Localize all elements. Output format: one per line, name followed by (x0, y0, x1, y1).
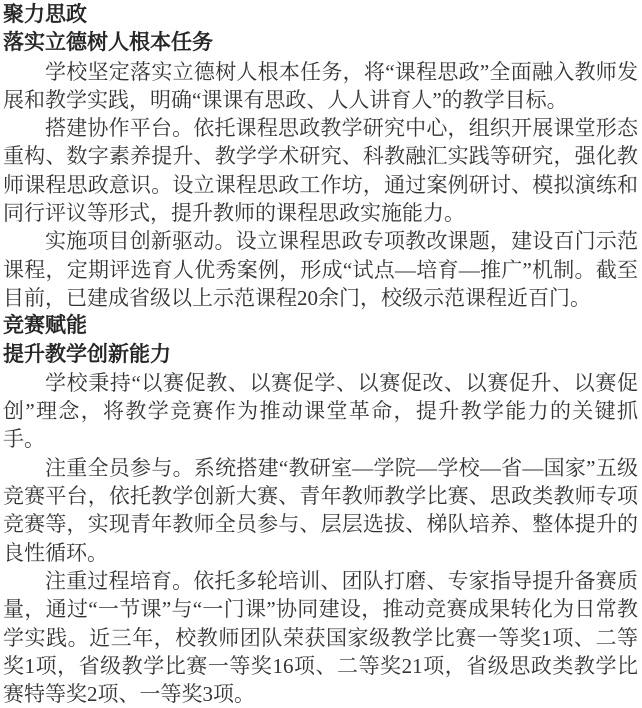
section1-paragraph2: 搭建协作平台。依托课程思政教学研究中心，组织开展课堂形态重构、数字素养提升、教学学术研究、科教融汇实践等研究，强化教师课程思政意识。设立课程思政工作坊，通过案例研讨、模拟演练和同行评议等形式，提升教师的课程思政实施能力。 (3, 116, 638, 226)
section1-heading-line1: 聚力思政 (3, 3, 87, 26)
section2-paragraph3: 注重过程培育。依托多轮培训、团队打磨、专家指导提升备赛质量，通过“一节课”与“一门课”协同建设，推动竞赛成果转化为日常教学实践。近三年，校教师团队荣获国家级教学比赛一等奖1项、二等奖1项，省级教学比赛一等奖16项、二等奖21项，省级思政类教学比赛特等奖2项、一等奖3项。 (3, 568, 638, 707)
section2-paragraph1: 学校秉持“以赛促教、以赛促学、以赛促改、以赛促升、以赛促创”理念，将教学竞赛作为推动课堂革命，提升教学能力的关键抓手。 (3, 370, 638, 452)
section1-paragraph3: 实施项目创新驱动。设立课程思政专项教改课题，建设百门示范课程，定期评选育人优秀案例，形成“试点—培育—推广”机制。截至目前，已建成省级以上示范课程20余门，校级示范课程近百门。 (3, 229, 638, 310)
section1-paragraph1: 学校坚定落实立德树人根本任务，将“课程思政”全面融入教师发展和教学实践，明确“课课有思政、人人讲育人”的教学目标。 (3, 59, 638, 112)
section2-paragraph2: 注重全员参与。系统搭建“教研室—学院—学校—省—国家”五级竞赛平台，依托教学创新大赛、青年教师教学比赛、思政类教师专项竞赛等，实现青年教师全员参与、层层选拔、梯队培养、整体提升的良性循环。 (3, 455, 638, 565)
section2-heading-line2: 提升教学创新能力 (3, 342, 171, 366)
section2-heading-line1: 竞赛赋能 (3, 314, 87, 338)
section1-heading-line2: 落实立德树人根本任务 (3, 31, 213, 55)
